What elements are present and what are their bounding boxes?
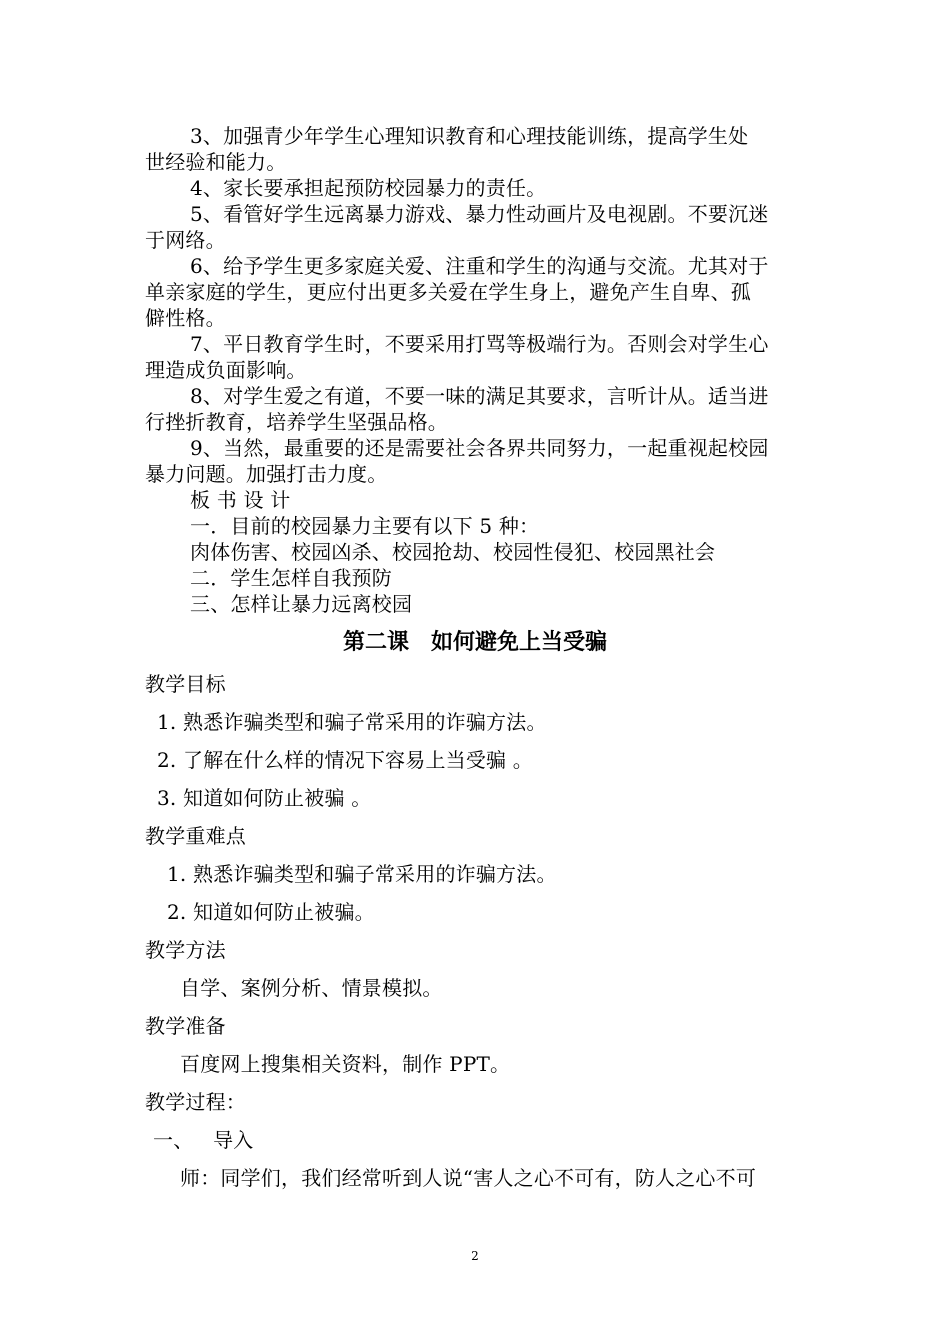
objective-item: 3. 知道如何防止被骗 。 bbox=[157, 786, 372, 810]
prep-text: 百度网上搜集相关资料，制作 PPT。 bbox=[180, 1052, 511, 1076]
measure-line: 世经验和能力。 bbox=[145, 150, 287, 174]
key-point-item: 1. 熟悉诈骗类型和骗子常采用的诈骗方法。 bbox=[167, 862, 557, 886]
board-item: 一．目前的校园暴力主要有以下 5 种： bbox=[190, 514, 540, 538]
method-label: 教学方法 bbox=[145, 938, 226, 962]
measure-line: 理造成负面影响。 bbox=[145, 358, 307, 382]
intro-label: 一、 导入 bbox=[153, 1128, 254, 1152]
lesson-title: 第二课 如何避免上当受骗 bbox=[342, 630, 607, 655]
measure-line: 单亲家庭的学生，更应付出更多关爱在学生身上，避免产生自卑、孤 bbox=[145, 280, 751, 304]
measure-line: 3、加强青少年学生心理知识教育和心理技能训练，提高学生处 bbox=[190, 124, 749, 148]
measure-line: 6、给予学生更多家庭关爱、注重和学生的沟通与交流。尤其对于 bbox=[190, 254, 769, 278]
board-design-title: 板 书 设 计 bbox=[190, 488, 291, 512]
objective-item: 1. 熟悉诈骗类型和骗子常采用的诈骗方法。 bbox=[157, 710, 547, 734]
measure-line: 8、对学生爱之有道，不要一味的满足其要求，言听计从。适当进 bbox=[190, 384, 769, 408]
measure-line: 僻性格。 bbox=[145, 306, 226, 330]
measure-line: 9、当然，最重要的还是需要社会各界共同努力，一起重视起校园 bbox=[190, 436, 769, 460]
method-text: 自学、案例分析、情景模拟。 bbox=[180, 976, 443, 1000]
board-item: 三、怎样让暴力远离校园 bbox=[190, 592, 413, 616]
measure-line: 5、看管好学生远离暴力游戏、暴力性动画片及电视剧。不要沉迷 bbox=[190, 202, 769, 226]
process-label: 教学过程： bbox=[145, 1090, 246, 1114]
measure-line: 暴力问题。加强打击力度。 bbox=[145, 462, 388, 486]
prep-label: 教学准备 bbox=[145, 1014, 226, 1038]
measure-line: 4、家长要承担起预防校园暴力的责任。 bbox=[190, 176, 547, 200]
board-item: 二．学生怎样自我预防 bbox=[190, 566, 392, 590]
measure-line: 行挫折教育，培养学生坚强品格。 bbox=[145, 410, 448, 434]
measure-line: 于网络。 bbox=[145, 228, 226, 252]
objective-item: 2. 了解在什么样的情况下容易上当受骗 。 bbox=[157, 748, 533, 772]
measure-line: 7、平日教育学生时，不要采用打骂等极端行为。否则会对学生心 bbox=[190, 332, 769, 356]
board-item: 肉体伤害、校园凶杀、校园抢劫、校园性侵犯、校园黑社会 bbox=[190, 540, 716, 564]
objectives-label: 教学目标 bbox=[145, 672, 226, 696]
key-point-item: 2. 知道如何防止被骗。 bbox=[167, 900, 375, 924]
page-number: 2 bbox=[471, 1249, 479, 1263]
intro-text: 师：同学们，我们经常听到人说“害人之心不可有，防人之心不可 bbox=[180, 1166, 757, 1190]
key-points-label: 教学重难点 bbox=[145, 824, 246, 848]
